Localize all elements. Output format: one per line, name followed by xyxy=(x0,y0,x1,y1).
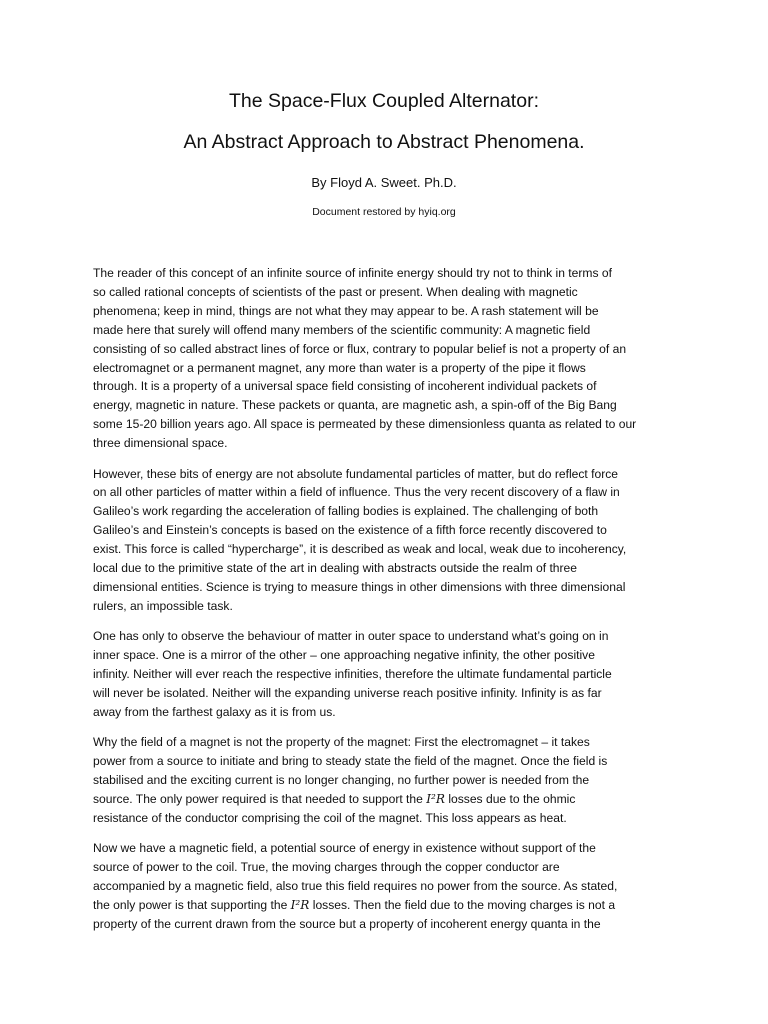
text-line: Now we have a magnetic field, a potential source of energy in existence without support of the xyxy=(93,841,596,856)
text-segment: losses. Then the field due to the moving charges is not a xyxy=(309,898,616,913)
text-line: energy, magnetic in nature. These packets or quanta, are magnetic ash, a spin-off of the Big Bang xyxy=(93,398,617,413)
text-line: away from the farthest galaxy as it is from us. xyxy=(93,704,336,719)
author-line: By Floyd A. Sweet. Ph.D. xyxy=(311,175,457,190)
text-line: power from a source to initiate and bring to steady state the field of the magnet. Once the field is xyxy=(93,754,608,769)
text-line: property of the current drawn from the source but a property of incoherent energy quanta in the xyxy=(93,917,601,931)
text-segment: the only power is that supporting the xyxy=(93,898,291,913)
text-line: inner space. One is a mirror of the other – one approaching negative infinity, the other positive xyxy=(93,648,595,663)
paragraph xyxy=(93,264,675,453)
restoration-credit: Document restored by hyiq.org xyxy=(312,206,456,218)
text-line xyxy=(93,790,675,809)
document-title: The Space-Flux Coupled Alternator: xyxy=(228,90,539,112)
text-line: However, these bits of energy are not absolute fundamental particles of matter, but do reflect force xyxy=(93,466,619,481)
text-line: local due to the primitive state of the art in dealing with abstracts outside the realm of three xyxy=(93,561,578,576)
paragraph xyxy=(93,465,675,616)
text-line: Galileo’s work regarding the acceleration of falling bodies is explained. The challenging of both xyxy=(93,504,599,519)
paragraph xyxy=(93,839,675,934)
text-line xyxy=(93,896,675,915)
document-subtitle: An Abstract Approach to Abstract Phenomena. xyxy=(183,131,585,153)
math-expression: I²R xyxy=(290,898,310,913)
text-segment: source. The only power required is that needed to support the xyxy=(93,792,427,807)
text-line: on all other particles of matter within a field of influence. Thus the very recent discovery of a flaw in xyxy=(93,485,620,500)
text-segment: losses due to the ohmic xyxy=(444,792,576,807)
text-line: accompanied by a magnetic field, also true this field requires no power from the source. As stated, xyxy=(93,879,618,894)
text-line: will never be isolated. Neither will the expanding universe reach positive infinity. Infinity is as far xyxy=(93,686,602,701)
text-line: One has only to observe the behaviour of matter in outer space to understand what’s going on in xyxy=(93,629,609,644)
text-line: infinity. Neither will ever reach the respective infinities, therefore the ultimate fundamental particle xyxy=(93,667,612,682)
text-line: consisting of so called abstract lines of force or flux, contrary to popular belief is not a property of an xyxy=(93,341,627,356)
text-line: made here that surely will offend many members of the scientific community: A magnetic field xyxy=(93,322,591,337)
text-line: source of power to the coil. True, the moving charges through the copper conductor are xyxy=(93,860,560,875)
text-line: rulers, an impossible task. xyxy=(93,598,233,613)
text-line: The reader of this concept of an infinite source of infinite energy should try not to think in terms of xyxy=(93,266,612,280)
text-line: phenomena; keep in mind, things are not what they may appear to be. A rash statement will be xyxy=(93,303,599,318)
text-line: Why the field of a magnet is not the property of the magnet: First the electromagnet – it takes xyxy=(93,735,590,750)
text-line: stabilised and the exciting current is no longer changing, no further power is needed from the xyxy=(93,773,590,788)
text-line: exist. This force is called “hypercharge”, it is described as weak and local, weak due to incoherency, xyxy=(93,542,627,557)
text-line: Galileo’s and Einstein’s concepts is based on the existence of a fifth force recently discovered to xyxy=(93,523,607,538)
math-expression: I²R xyxy=(426,792,445,807)
paragraph xyxy=(93,733,675,828)
text-line: dimensional entities. Science is trying to measure things in other dimensions with three dimensional xyxy=(93,580,626,594)
text-line: so called rational concepts of scientists of the past or present. When dealing with magnetic xyxy=(93,284,578,299)
paragraph xyxy=(93,627,675,722)
body-text xyxy=(93,264,675,945)
text-line: through. It is a property of a universal space field consisting of incoherent individual packets of xyxy=(93,379,597,394)
text-line: electromagnet or a permanent magnet, any more than water is a property of the pipe it flows xyxy=(93,360,586,375)
text-line: some 15-20 billion years ago. All space is permeated by these dimensionless quanta as related to our xyxy=(93,417,637,432)
text-line: resistance of the conductor comprising the coil of the magnet. This loss appears as heat. xyxy=(93,810,567,825)
text-line: three dimensional space. xyxy=(93,436,228,451)
